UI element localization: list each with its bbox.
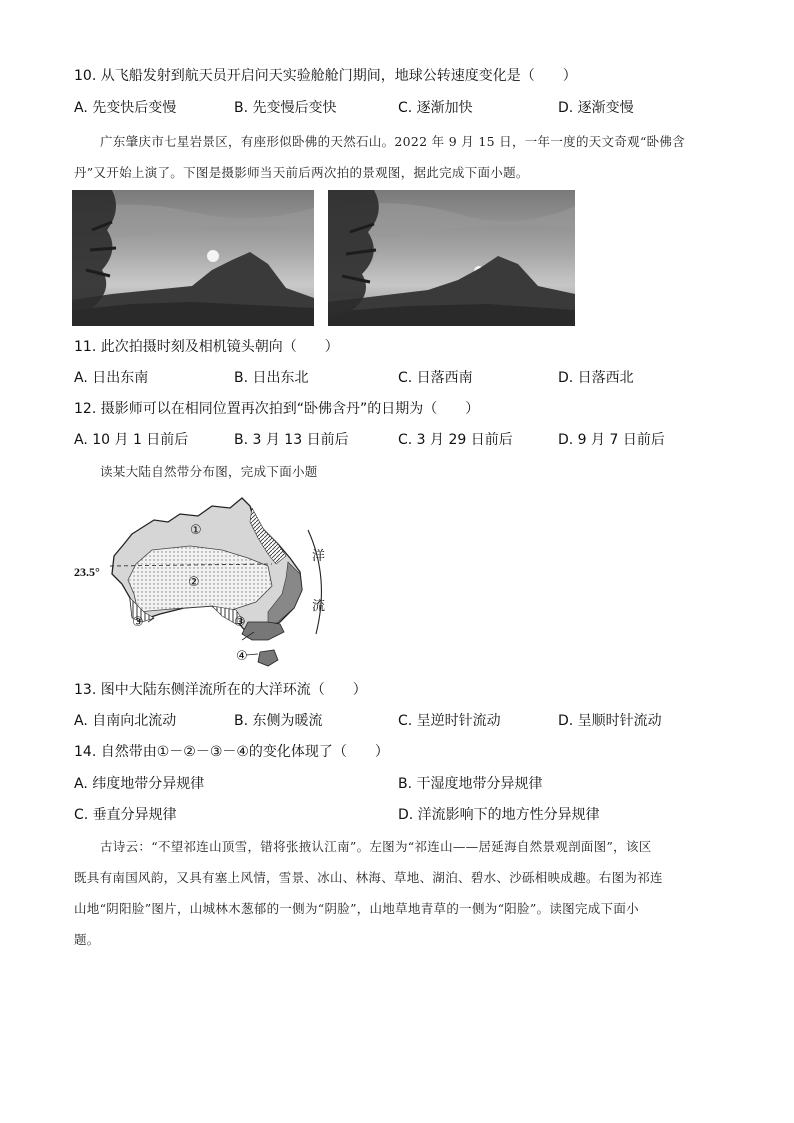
passage3-line2: 既具有南国风韵，又具有塞上风情，雪景、冰山、林海、草地、湖泊、碧水、沙砾相映成趣。右图为祁连 — [74, 870, 663, 885]
zone-label-3a: ③ — [132, 615, 144, 630]
q13-stem: 13. 图中大陆东侧洋流所在的大洋环流（ ） — [74, 682, 367, 698]
q13-option-d[interactable]: D. 呈顺时针流动 — [558, 713, 662, 729]
q11-option-b[interactable]: B. 日出东北 — [234, 370, 309, 386]
sunset-photo-left — [72, 190, 314, 326]
current-label-1: 洋 — [312, 549, 326, 564]
q10-option-a[interactable]: A. 先变快后变慢 — [74, 100, 177, 116]
current-label-2: 流 — [312, 599, 326, 614]
zone-label-1: ① — [190, 523, 202, 538]
zone-label-2: ② — [188, 575, 200, 590]
q14-option-a[interactable]: A. 纬度地带分异规律 — [74, 776, 205, 792]
q11-option-d[interactable]: D. 日落西北 — [558, 370, 634, 386]
sunset-photo-right — [328, 190, 575, 326]
q13-option-b[interactable]: B. 东侧为暖流 — [234, 713, 323, 729]
q12-stem: 12. 摄影师可以在相同位置再次拍到“卧佛含丹”的日期为（ ） — [74, 401, 480, 417]
q10-stem: 10. 从飞船发射到航天员开启问天实验舱舱门期间，地球公转速度变化是（ ） — [74, 68, 577, 84]
latitude-label: 23.5° — [74, 565, 100, 579]
q10-option-c[interactable]: C. 逐渐加快 — [398, 100, 473, 116]
q11-option-c[interactable]: C. 日落西南 — [398, 370, 473, 386]
passage1-line2: 丹”又开始上演了。下图是摄影师当天前后两次拍的景观图，据此完成下面小题。 — [74, 165, 529, 180]
australia-natural-zone-map — [72, 494, 342, 674]
passage3-line3: 山地“阴阳脸”图片，山城林木葱郁的一侧为“阴脸”，山地草地青草的一侧为“阳脸”。读图完成下面小 — [74, 901, 639, 916]
passage3-line4: 题。 — [74, 932, 100, 947]
q12-option-c[interactable]: C. 3 月 29 日前后 — [398, 432, 513, 448]
q11-option-a[interactable]: A. 日出东南 — [74, 370, 149, 386]
passage2-line1: 读某大陆自然带分布图，完成下面小题 — [100, 464, 318, 479]
q10-option-d[interactable]: D. 逐渐变慢 — [558, 100, 634, 116]
zone-southeast — [242, 622, 284, 640]
q14-option-c[interactable]: C. 垂直分异规律 — [74, 807, 177, 823]
q14-option-b[interactable]: B. 干湿度地带分异规律 — [398, 776, 543, 792]
passage3-line1: 古诗云：“不望祁连山顶雪，错将张掖认江南”。左图为“祁连山——居延海自然景观剖面图”，该区 — [100, 839, 652, 854]
ocean-current-arc — [308, 530, 321, 634]
q11-stem: 11. 此次拍摄时刻及相机镜头朝向（ ） — [74, 339, 339, 355]
q12-option-b[interactable]: B. 3 月 13 日前后 — [234, 432, 349, 448]
zone-label-3b: ③ — [234, 615, 246, 630]
q14-stem: 14. 自然带由①－②－③－④的变化体现了（ ） — [74, 744, 389, 760]
q12-option-d[interactable]: D. 9 月 7 日前后 — [558, 432, 665, 448]
passage1-line1: 广东肇庆市七星岩景区，有座形似卧佛的天然石山。2022 年 9 月 15 日，一年一度的天文奇观“卧佛含 — [100, 134, 686, 149]
tasmania — [258, 650, 278, 666]
q14-option-d[interactable]: D. 洋流影响下的地方性分异规律 — [398, 807, 600, 823]
q13-option-c[interactable]: C. 呈逆时针流动 — [398, 713, 501, 729]
q13-option-a[interactable]: A. 自南向北流动 — [74, 713, 177, 729]
q12-option-a[interactable]: A. 10 月 1 日前后 — [74, 432, 189, 448]
q10-option-b[interactable]: B. 先变慢后变快 — [234, 100, 337, 116]
zone-label-4: ④ — [236, 649, 248, 664]
